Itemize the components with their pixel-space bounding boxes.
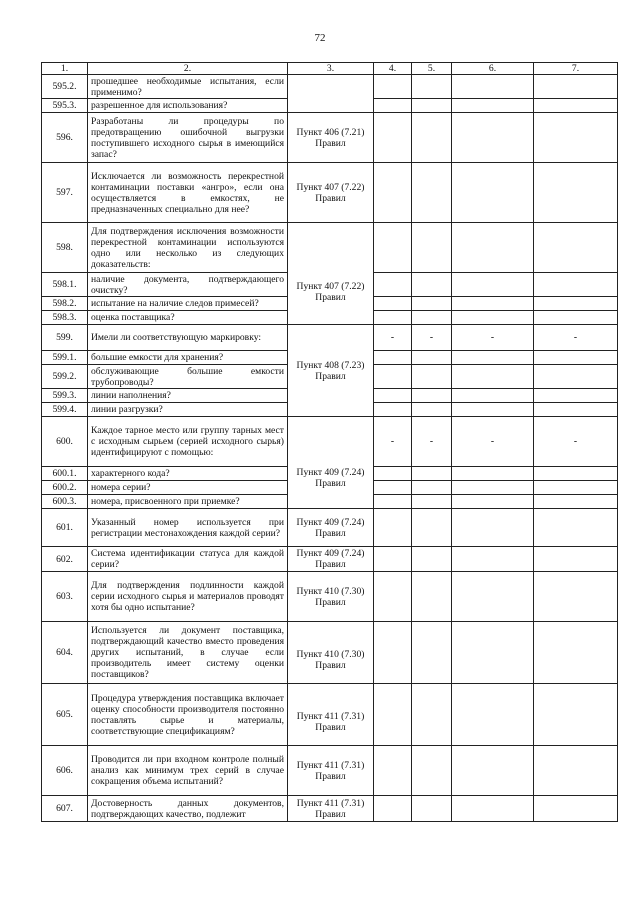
item-number: 606. [42,746,88,796]
header-cell: 6. [452,63,534,75]
item-number: 603. [42,572,88,622]
item-question: Проводится ли при входном контроле полный анализ как минимум трех серий в случае сокращения объема испытаний? [88,746,288,796]
item-number: 595.2. [42,75,88,99]
item-number: 598.3. [42,311,88,325]
item-number: 599.1. [42,351,88,365]
item-question: испытание на наличие следов примесей? [88,297,288,311]
item-question: линии разгрузки? [88,403,288,417]
item-reference: Пункт 406 (7.21) Правил [288,113,374,163]
item-question: Система идентификации статуса для каждой серии? [88,547,288,572]
header-cell: 4. [374,63,412,75]
item-reference: Пункт 411 (7.31) Правил [288,746,374,796]
item-reference: Пункт 409 (7.24) Правил [288,547,374,572]
table-row [42,163,618,223]
item-reference: Пункт 411 (7.31) Правил [288,684,374,746]
item-question: разрешенное для использования? [88,99,288,113]
item-number: 599.2. [42,365,88,389]
item-number: 600.3. [42,495,88,509]
item-reference: Пункт 410 (7.30) Правил [288,572,374,622]
item-number: 600. [42,417,88,467]
table-row [42,796,618,822]
dash-mark: - [452,417,534,467]
header-cell: 1. [42,63,88,75]
item-number: 599.3. [42,389,88,403]
table-row [42,684,618,746]
item-question: большие емкости для хранения? [88,351,288,365]
item-question: Для подтверждения исключения возможности перекрестной контаминации используются одно или несколько из следующих доказательств: [88,223,288,273]
table-row [42,547,618,572]
table-row [42,509,618,547]
dash-mark: - [412,417,452,467]
item-question: наличие документа, подтверждающего очистку? [88,273,288,297]
item-reference: Пункт 410 (7.30) Правил [288,622,374,684]
dash-mark: - [534,417,618,467]
item-question: характерного кода? [88,467,288,481]
table-row [42,223,618,273]
item-question: Указанный номер используется при регистрации местонахождения каждой серии? [88,509,288,547]
checklist-table [41,62,618,822]
item-question: Каждое тарное место или группу тарных мест с исходным сырьем (серией исходного сырья) идентифицируют с помощью: [88,417,288,467]
dash-mark: - [534,325,618,351]
item-question: номера, присвоенного при приемке? [88,495,288,509]
item-reference: Пункт 409 (7.24) Правил [288,417,374,509]
table-header-row [42,63,618,75]
item-question: Достоверность данных документов, подтверждающих качество, подлежит [88,796,288,822]
dash-mark: - [374,325,412,351]
item-question: оценка поставщика? [88,311,288,325]
item-reference: Пункт 407 (7.22) Правил [288,163,374,223]
dash-mark: - [374,417,412,467]
item-question: обслуживающие большие емкости трубопроводы? [88,365,288,389]
table-row [42,746,618,796]
item-question: прошедшее необходимые испытания, если применимо? [88,75,288,99]
item-number: 601. [42,509,88,547]
table-row [42,417,618,467]
item-number: 600.2. [42,481,88,495]
item-question: линии наполнения? [88,389,288,403]
item-reference: Пункт 411 (7.31) Правил [288,796,374,822]
table-row [42,622,618,684]
header-cell: 2. [88,63,288,75]
item-question: Процедура утверждения поставщика включает оценку способности производителя постоянно поставлять сырье и материалы, соответствующие спецификациям? [88,684,288,746]
item-question: номера серии? [88,481,288,495]
item-number: 598.2. [42,297,88,311]
dash-mark: - [452,325,534,351]
item-number: 600.1. [42,467,88,481]
item-number: 599. [42,325,88,351]
item-number: 599.4. [42,403,88,417]
header-cell: 3. [288,63,374,75]
table-row [42,572,618,622]
item-reference: Пункт 407 (7.22) Правил [288,223,374,325]
header-cell: 5. [412,63,452,75]
item-number: 604. [42,622,88,684]
item-question: Разработаны ли процедуры по предотвращению ошибочной выгрузки поступившего исходного сырья в имеющийся запас? [88,113,288,163]
table-row [42,75,618,99]
dash-mark: - [412,325,452,351]
item-number: 595.3. [42,99,88,113]
table-row [42,325,618,351]
item-number: 597. [42,163,88,223]
item-question: Для подтверждения подлинности каждой серии исходного сырья и материалов проводят хотя бы одно испытание? [88,572,288,622]
item-question: Имели ли соответствующую маркировку: [88,325,288,351]
item-number: 596. [42,113,88,163]
page-number: 72 [314,32,326,44]
item-number: 602. [42,547,88,572]
item-number: 598. [42,223,88,273]
item-question: Используется ли документ поставщика, подтверждающий качество вместо проведения других испытаний, в случае если производитель имеет систему оценки поставщиков? [88,622,288,684]
header-cell: 7. [534,63,618,75]
item-number: 605. [42,684,88,746]
item-number: 607. [42,796,88,822]
item-reference: Пункт 408 (7.23) Правил [288,325,374,417]
table-row [42,113,618,163]
item-number: 598.1. [42,273,88,297]
item-reference: Пункт 409 (7.24) Правил [288,509,374,547]
item-reference [288,75,374,113]
item-question: Исключается ли возможность перекрестной контаминации поставки «ангро», если она осуществляется в емкостях, не предназначенных специально для нее? [88,163,288,223]
